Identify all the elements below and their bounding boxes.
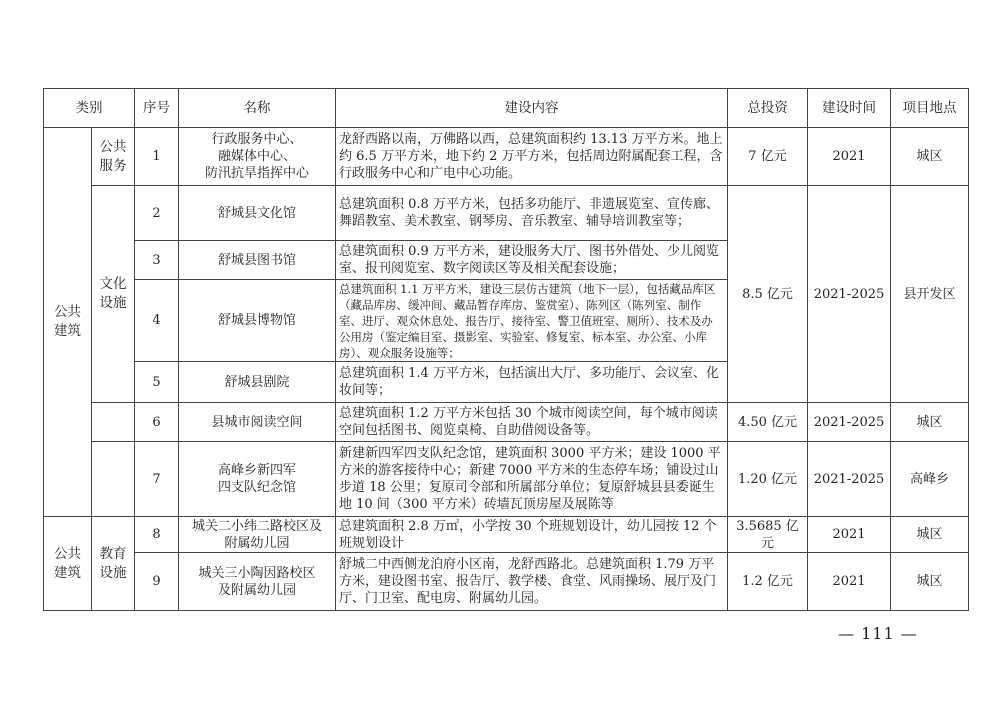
row-content: 总建筑面积 1.2 万平方米包括 30 个城市阅读空间，每个城市阅读空间包括图书、阅览桌椅、自助借阅设备等。 [336, 403, 728, 442]
row-time: 2021 [808, 553, 891, 611]
header-investment: 总投资 [728, 89, 808, 128]
empty-subcat-cell [92, 403, 135, 442]
row-content: 总建筑面积 1.1 万平方米，建设三层仿古建筑（地下一层），包括藏品库区（藏品库房、缓冲间、藏品暂存库房、鉴赏室）、陈列区（陈列室、制作室、进厅、观众休息处、报告厅、接待室、警卫值班室、厕所）、技术及办公用房（鉴定编目室、摄影室、实验室、修复室、标本室、办公室、小库房）、观众服务设施等； [336, 280, 728, 362]
header-seq: 序号 [135, 89, 179, 128]
row-name: 舒城县博物馆 [179, 280, 336, 362]
row-time: 2021 [808, 517, 891, 553]
row-content: 龙舒西路以南，万佛路以西，总建筑面积约 13.13 万平方米。地上约 6.5 万平方米，地下约 2 万平方米，包括周边附属配套工程，含行政服务中心和广电中心功能。 [336, 128, 728, 186]
row-name: 高峰乡新四军 四支队纪念馆 [179, 442, 336, 517]
row-time: 2021 [808, 128, 891, 186]
table-row [44, 186, 969, 241]
culture-location: 县开发区 [891, 186, 969, 403]
row-content: 总建筑面积 2.8 万㎡，小学按 30 个班规划设计，幼儿园按 12 个班规划设计 [336, 517, 728, 553]
row-seq: 2 [135, 186, 179, 241]
header-time: 建设时间 [808, 89, 891, 128]
header-location: 项目地点 [891, 89, 969, 128]
subcat-education: 教育 设施 [92, 517, 135, 611]
row-investment: 7 亿元 [728, 128, 808, 186]
culture-investment: 8.5 亿元 [728, 186, 808, 403]
table-row [44, 403, 969, 442]
row-name: 舒城县文化馆 [179, 186, 336, 241]
subcat-public-service: 公共 服务 [92, 128, 135, 186]
row-content: 总建筑面积 1.4 万平方米，包括演出大厅、多功能厅、会议室、化妆间等； [336, 362, 728, 403]
row-name: 舒城县剧院 [179, 362, 336, 403]
row-seq: 8 [135, 517, 179, 553]
header-row [44, 89, 969, 128]
row-content: 新建新四军四支队纪念馆，建筑面积 3000 平方米；建设 1000 平方米的游客接待中心；新建 7000 平方米的生态停车场；铺设过山步道 18 公里；复原司令部和所属部分单位；复原舒城县县委诞生地 10 间（300 平方米）砖墙瓦顶房屋及展陈等 [336, 442, 728, 517]
subcat-culture: 文化 设施 [92, 186, 135, 403]
row-content: 总建筑面积 0.8 万平方米，包括多功能厅、非遗展览室、宣传廊、舞蹈教室、美术教室、钢琴房、音乐教室、辅导培训教室等； [336, 186, 728, 241]
row-content: 舒城二中西侧龙泊府小区南，龙舒西路北。总建筑面积 1.79 万平方米，建设图书室、报告厅、教学楼、食堂、风雨操场、展厅及门厅、门卫室、配电房、附属幼儿园。 [336, 553, 728, 611]
row-seq: 9 [135, 553, 179, 611]
table-row [44, 128, 969, 186]
header-name: 名称 [179, 89, 336, 128]
project-table [43, 88, 969, 611]
table-row [44, 517, 969, 553]
group-public-building-2: 公共 建筑 [44, 517, 92, 611]
header-content: 建设内容 [336, 89, 728, 128]
row-investment: 1.20 亿元 [728, 442, 808, 517]
row-seq: 3 [135, 241, 179, 280]
culture-time: 2021-2025 [808, 186, 891, 403]
row-name: 县城市阅读空间 [179, 403, 336, 442]
row-name: 舒城县图书馆 [179, 241, 336, 280]
row-seq: 4 [135, 280, 179, 362]
row-seq: 5 [135, 362, 179, 403]
table-row [44, 442, 969, 517]
row-location: 城区 [891, 403, 969, 442]
row-location: 城区 [891, 517, 969, 553]
row-seq: 1 [135, 128, 179, 186]
header-category: 类别 [44, 89, 135, 128]
row-content: 总建筑面积 0.9 万平方米，建设服务大厅、图书外借处、少儿阅览室、报刊阅览室、数字阅读区等及相关配套设施； [336, 241, 728, 280]
page-number: — 111 — [838, 624, 918, 643]
row-time: 2021-2025 [808, 442, 891, 517]
row-location: 高峰乡 [891, 442, 969, 517]
row-investment: 1.2 亿元 [728, 553, 808, 611]
row-investment: 3.5685 亿元 [728, 517, 808, 553]
row-name: 城关三小陶因路校区 及附属幼儿园 [179, 553, 336, 611]
row-seq: 6 [135, 403, 179, 442]
row-time: 2021-2025 [808, 403, 891, 442]
empty-subcat-cell [92, 442, 135, 517]
row-name: 城关二小纬二路校区及 附属幼儿园 [179, 517, 336, 553]
row-location: 城区 [891, 128, 969, 186]
group-public-building: 公共 建筑 [44, 128, 92, 517]
row-location: 城区 [891, 553, 969, 611]
row-name: 行政服务中心、 融媒体中心、 防汛抗旱指挥中心 [179, 128, 336, 186]
row-investment: 4.50 亿元 [728, 403, 808, 442]
row-seq: 7 [135, 442, 179, 517]
table-row [44, 553, 969, 611]
